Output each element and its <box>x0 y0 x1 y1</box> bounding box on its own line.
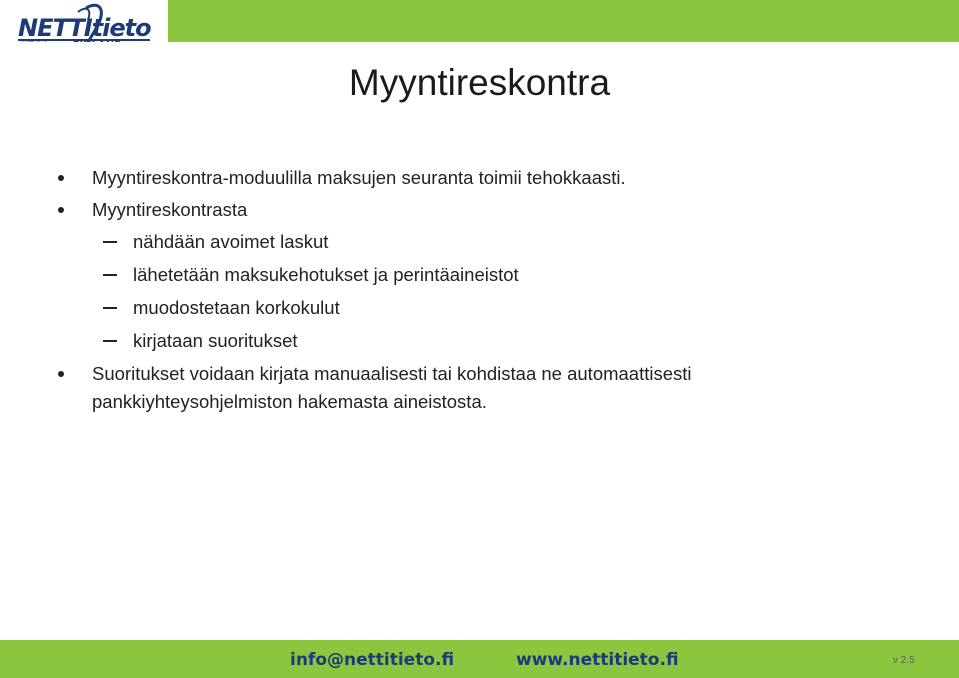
slide-title: Myyntireskontra <box>348 62 611 103</box>
bullet-text-continuation: pankkiyhteysohjelmiston hakemasta aineistosta. <box>92 391 487 412</box>
version-label: v 2.5 <box>893 655 915 666</box>
sub-bullet-text: lähetetään maksukehotukset ja perintäaineistot <box>133 264 519 285</box>
sub-bullet-text: muodostetaan korkokulut <box>133 297 340 318</box>
dash-marker <box>103 307 117 309</box>
footer-website-link[interactable]: www.nettitieto.fi <box>516 650 679 670</box>
dash-marker <box>103 241 117 243</box>
footer-bar <box>0 640 959 678</box>
footer-email-link[interactable]: info@nettitieto.fi <box>290 650 455 670</box>
bullet-marker <box>58 175 64 181</box>
bullet-text: Myyntireskontrasta <box>92 199 248 220</box>
bullet-marker <box>58 371 64 377</box>
bullet-text: Myyntireskontra-moduulilla maksujen seuranta toimii tehokkaasti. <box>92 167 626 188</box>
bullet-marker <box>58 207 64 213</box>
dash-marker <box>103 274 117 276</box>
sub-bullet-text: nähdään avoimet laskut <box>133 231 329 252</box>
bullet-text: Suoritukset voidaan kirjata manuaalisesti tai kohdistaa ne automaattisesti <box>92 363 692 384</box>
logo-wordmark: NETTItieto <box>18 14 151 42</box>
sub-bullet-text: kirjataan suoritukset <box>133 330 298 351</box>
dash-marker <box>103 340 117 342</box>
